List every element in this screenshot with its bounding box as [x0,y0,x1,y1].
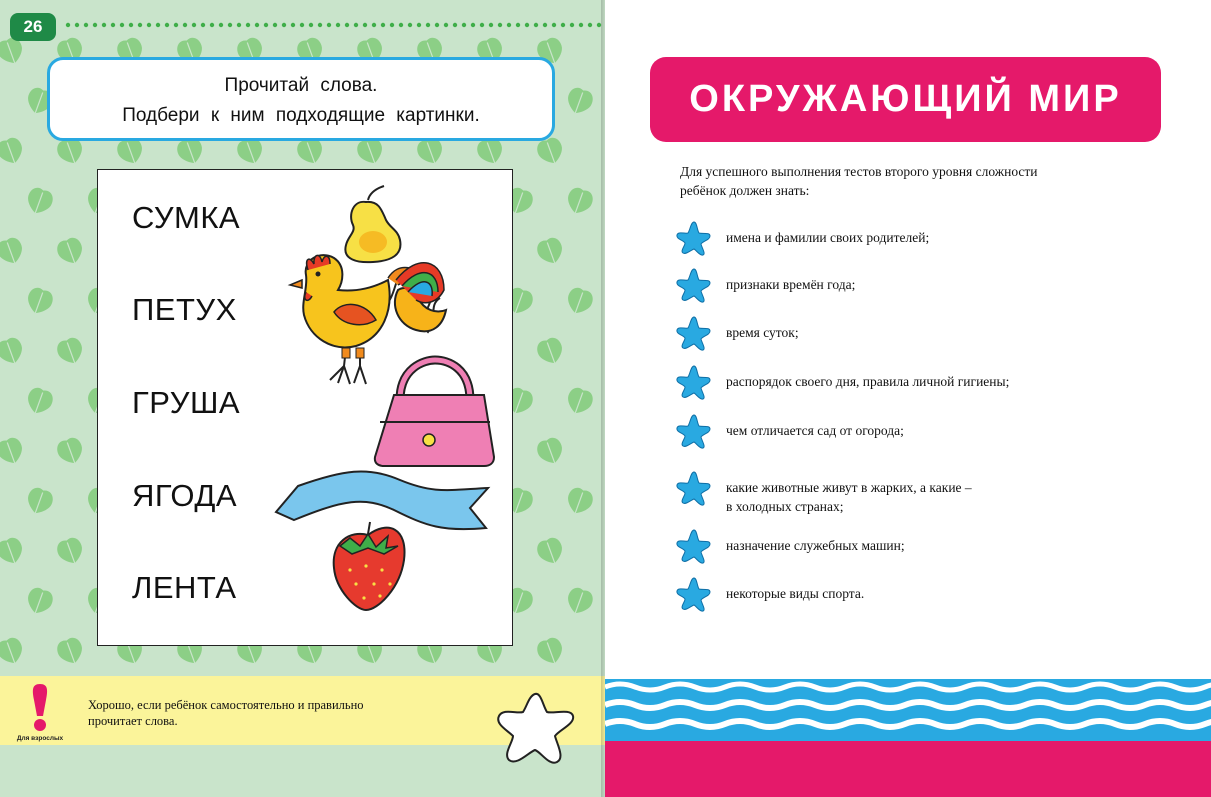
list-item-text-cont: в холодных странах; [726,499,844,514]
leaf-icon [564,285,596,317]
leaf-icon [24,285,56,317]
rule-dot [165,23,169,27]
instruction-box [47,57,555,141]
for-adults-badge-icon [0,676,80,745]
instruction-line-2: Подбери к ним подходящие картинки. [122,105,480,126]
footnote-text [88,697,408,729]
leaf-icon [535,535,567,567]
rule-dot [417,23,421,27]
rule-dot [282,23,286,27]
leaf-icon [0,135,26,167]
leaf-icon [24,485,56,517]
list-item-text: назначение служебных машин; [726,538,905,553]
rule-dot [111,23,115,27]
blue-star-bullet-icon [676,470,712,506]
rule-dot [588,23,592,27]
rule-dot [246,23,250,27]
rule-dot [183,23,187,27]
blue-star-bullet-icon [676,413,712,449]
right-page [605,0,1211,797]
blue-star-bullet-icon [676,315,712,351]
word-yagoda[interactable]: ЯГОДА [132,478,238,513]
list-item-text: имена и фамилии своих родителей; [726,230,930,245]
rule-dot [147,23,151,27]
rule-dot [291,23,295,27]
rule-dot [462,23,466,27]
rule-dot [363,23,367,27]
word-lenta[interactable]: ЛЕНТА [132,570,237,605]
rule-dot [399,23,403,27]
strawberry-icon[interactable] [334,522,405,610]
leaf-icon [0,235,26,267]
rule-dot [129,23,133,27]
blue-star-bullet-icon [676,220,712,256]
word-sumka[interactable]: СУМКА [132,200,241,235]
rule-dot [75,23,79,27]
footnote-line-1: Хорошо, если ребёнок самостоятельно и правильно [88,698,364,712]
rule-dot [525,23,529,27]
leaf-icon [0,535,26,567]
list-item-text: распорядок своего дня, правила личной гигиены; [726,374,1010,389]
leaf-icon [564,185,596,217]
rule-dot [138,23,142,27]
section-title-banner: ОКРУЖАЮЩИЙ МИР [650,57,1161,142]
rule-dot [516,23,520,27]
rule-dot [453,23,457,27]
bottom-color-bar [605,741,1211,797]
leaf-icon [24,185,56,217]
footnote-line-2: прочитает слова. [88,714,178,728]
leaf-icon [564,385,596,417]
leaf-icon [0,635,26,667]
rule-dot [327,23,331,27]
white-star-icon [495,688,580,768]
leaf-icon [564,485,596,517]
wave-stripes [605,679,1211,741]
rule-dot [345,23,349,27]
rule-dot [552,23,556,27]
rule-dot [390,23,394,27]
leaf-icon [55,635,87,667]
rule-dot [300,23,304,27]
rule-dot [471,23,475,27]
rule-dot [561,23,565,27]
leaf-icon [564,585,596,617]
intro-line-2: ребёнок должен знать: [680,183,810,198]
leaf-icon [55,535,87,567]
leaf-icon [564,85,596,117]
rule-dot [219,23,223,27]
handbag-icon[interactable] [375,360,494,466]
rule-dot [318,23,322,27]
rule-dot [84,23,88,27]
rule-dot [264,23,268,27]
rule-dot [201,23,205,27]
rule-dot [237,23,241,27]
rule-dot [381,23,385,27]
pictures-column [98,170,512,645]
pear-icon[interactable] [345,186,400,262]
list-item-text: чем отличается сад от огорода; [726,423,904,438]
list-item-text: какие животные живут в жарких, а какие – [726,480,972,495]
leaf-icon [55,335,87,367]
intro-line-1: Для успешного выполнения тестов второго уровня сложности [680,164,1038,179]
words-panel [97,169,513,646]
dotted-rule [64,20,604,30]
rule-dot [480,23,484,27]
leaf-icon [535,635,567,667]
rule-dot [435,23,439,27]
rule-dot [354,23,358,27]
leaf-icon [24,385,56,417]
leaf-icon [535,335,567,367]
rule-dot [543,23,547,27]
rule-dot [372,23,376,27]
wave-band [605,679,1211,741]
leaf-icon [535,235,567,267]
rule-dot [489,23,493,27]
rule-dot [579,23,583,27]
word-grusha[interactable]: ГРУША [132,385,241,420]
rule-dot [192,23,196,27]
left-page [0,0,605,797]
rule-dot [534,23,538,27]
rule-dot [66,23,70,27]
leaf-icon [0,435,26,467]
blue-star-bullet-icon [676,364,712,400]
rule-dot [309,23,313,27]
leaf-icon [535,435,567,467]
list-item-text: время суток; [726,325,799,340]
leaf-icon [55,435,87,467]
rule-dot [156,23,160,27]
rule-dot [507,23,511,27]
rule-dot [444,23,448,27]
rule-dot [570,23,574,27]
instruction-line-1: Прочитай слова. [224,75,378,96]
rule-dot [93,23,97,27]
blue-star-bullet-icon [676,267,712,303]
blue-star-bullet-icon [676,528,712,564]
for-adults-badge-label: Для взрослых [16,735,64,742]
rule-dot [408,23,412,27]
rule-dot [498,23,502,27]
rule-dot [228,23,232,27]
leaf-icon [0,335,26,367]
blue-star-bullet-icon [676,576,712,612]
leaf-icon [24,585,56,617]
rule-dot [120,23,124,27]
rule-dot [273,23,277,27]
page-number: 26 [10,13,56,41]
list-item-text: признаки времён года; [726,277,856,292]
rule-dot [210,23,214,27]
word-petukh[interactable]: ПЕТУХ [132,292,237,327]
intro-text [680,162,1130,200]
list-item-text: некоторые виды спорта. [726,586,865,601]
rule-dot [174,23,178,27]
rule-dot [426,23,430,27]
ribbon-icon[interactable] [276,471,488,529]
rule-dot [255,23,259,27]
leaf-icon [55,235,87,267]
rule-dot [336,23,340,27]
rule-dot [102,23,106,27]
